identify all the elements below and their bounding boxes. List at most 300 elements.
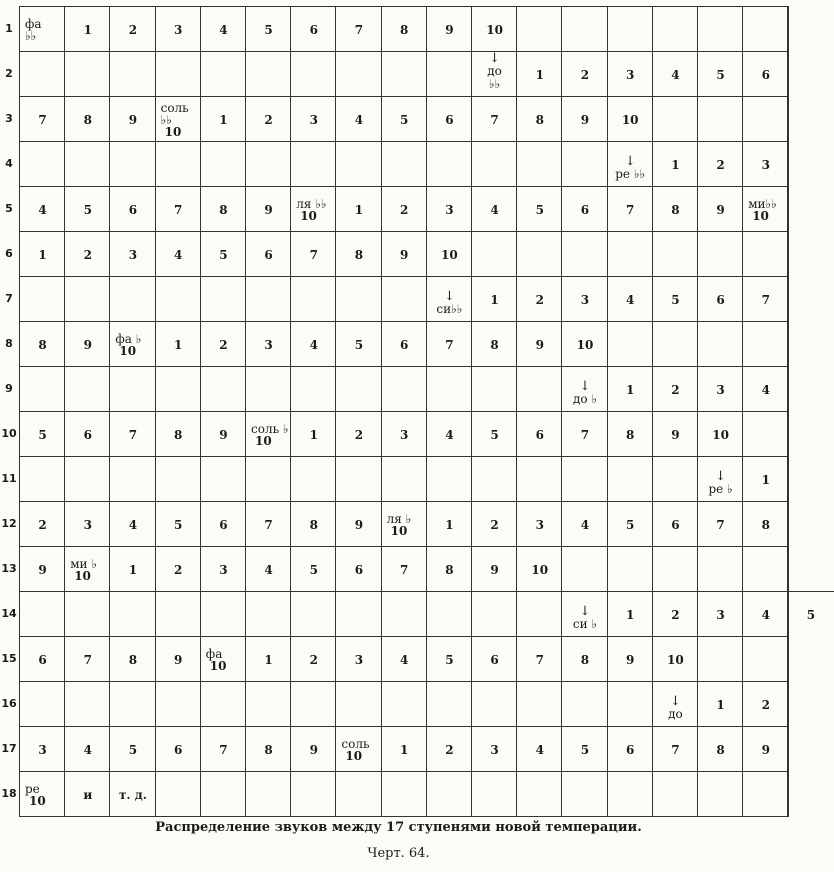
table-cell (245, 681, 291, 727)
table-cell: 2 (697, 141, 743, 187)
table-cell (200, 771, 246, 817)
table-cell: 1 (607, 591, 653, 637)
table-cell (200, 141, 246, 187)
table-cell (607, 456, 653, 502)
note-cell (64, 546, 110, 592)
table-cell (245, 141, 291, 187)
table-cell: и (64, 771, 110, 817)
note-cell (335, 726, 381, 772)
table-cell: 8 (245, 726, 291, 772)
table-cell (19, 366, 65, 412)
table-cell (64, 591, 110, 637)
table-cell: 9 (697, 186, 743, 232)
figure-number: Черт. 64. (367, 846, 430, 861)
table-cell (109, 51, 155, 97)
table-cell: 4 (335, 96, 381, 142)
table-cell (471, 771, 517, 817)
down-arrow-icon: ↓ (489, 51, 501, 66)
table-cell (607, 546, 653, 592)
table-cell: 8 (200, 186, 246, 232)
table-cell (155, 141, 201, 187)
table-cell (155, 276, 201, 322)
table-cell: 9 (607, 636, 653, 682)
table-cell (109, 276, 155, 322)
down-arrow-icon: ↓ (443, 289, 455, 304)
table-cell (697, 231, 743, 277)
table-cell: 7 (109, 411, 155, 457)
table-cell (607, 771, 653, 817)
table-cell (335, 456, 381, 502)
table-cell: 2 (19, 501, 65, 547)
table-cell: 9 (155, 636, 201, 682)
table-cell: 10 (697, 411, 743, 457)
table-cell: 9 (290, 726, 336, 772)
table-cell (19, 51, 65, 97)
step-ten: 10 (752, 208, 769, 223)
table-cell: 3 (335, 636, 381, 682)
table-cell: 10 (561, 321, 607, 367)
table-cell: 3 (200, 546, 246, 592)
note-name: до ♭ (572, 392, 598, 406)
table-cell (290, 591, 336, 637)
table-cell: 4 (742, 591, 788, 637)
note-cell (200, 636, 246, 682)
table-cell: 5 (64, 186, 110, 232)
table-cell (426, 591, 472, 637)
table-cell (290, 681, 336, 727)
target-note-cell (561, 366, 607, 412)
table-cell (245, 456, 291, 502)
table-cell: 1 (290, 411, 336, 457)
table-cell (245, 771, 291, 817)
note-name: соль (341, 736, 370, 751)
target-note-cell (426, 276, 472, 322)
table-cell (290, 51, 336, 97)
note-cell (742, 186, 788, 232)
table-cell: 4 (109, 501, 155, 547)
table-cell: 10 (607, 96, 653, 142)
table-cell: 7 (245, 501, 291, 547)
table-cell: 6 (516, 411, 562, 457)
table-cell: 6 (155, 726, 201, 772)
table-cell: 4 (19, 186, 65, 232)
table-cell (697, 321, 743, 367)
table-cell (652, 321, 698, 367)
table-cell (426, 771, 472, 817)
table-cell: 9 (471, 546, 517, 592)
table-cell: 9 (245, 186, 291, 232)
table-cell: 5 (155, 501, 201, 547)
step-ten: 10 (345, 748, 363, 763)
table-cell: 2 (245, 96, 291, 142)
table-cell (742, 546, 788, 592)
table-cell: 8 (155, 411, 201, 457)
table-cell (64, 456, 110, 502)
table-cell (471, 591, 517, 637)
table-cell: 1 (697, 681, 743, 727)
table-cell: 6 (697, 276, 743, 322)
table-cell: 1 (245, 636, 291, 682)
note-name: фа (25, 16, 42, 31)
table-cell (516, 231, 562, 277)
step-ten: 10 (300, 208, 317, 223)
note-name: соль ♭ (251, 421, 289, 436)
table-cell (471, 231, 517, 277)
table-cell (561, 456, 607, 502)
table-cell (19, 141, 65, 187)
table-cell: 7 (697, 501, 743, 547)
table-cell: 5 (290, 546, 336, 592)
table-cell: 3 (742, 141, 788, 187)
table-cell (561, 231, 607, 277)
table-cell: 5 (426, 636, 472, 682)
table-cell: 9 (19, 546, 65, 592)
table-cell: 7 (200, 726, 246, 772)
table-cell (290, 141, 336, 187)
table-cell (561, 771, 607, 817)
table-cell (697, 546, 743, 592)
table-cell: 8 (381, 6, 427, 52)
down-arrow-icon: ↓ (669, 694, 681, 709)
table-cell (381, 591, 427, 637)
note-name: ля ♭ (386, 511, 412, 526)
table-cell: 9 (381, 231, 427, 277)
table-cell: 6 (652, 501, 698, 547)
table-cell: 6 (335, 546, 381, 592)
table-cell: 4 (245, 546, 291, 592)
table-cell (697, 96, 743, 142)
table-cell: 10 (652, 636, 698, 682)
table-cell (561, 6, 607, 52)
table-cell: 8 (19, 321, 65, 367)
table-cell: 3 (245, 321, 291, 367)
table-cell: 4 (381, 636, 427, 682)
table-cell: 7 (652, 726, 698, 772)
table-cell: 6 (245, 231, 291, 277)
table-cell: 3 (155, 6, 201, 52)
table-cell: 5 (19, 411, 65, 457)
note-cell (245, 411, 291, 457)
table-cell (335, 771, 381, 817)
note-name: соль ♭♭ (160, 100, 189, 127)
step-ten: 10 (255, 433, 272, 448)
table-cell: 8 (652, 186, 698, 232)
table-cell (742, 636, 788, 682)
table-cell: 4 (426, 411, 472, 457)
table-cell (607, 6, 653, 52)
target-note-cell (697, 456, 743, 502)
table-cell: 4 (64, 726, 110, 772)
table-cell (19, 591, 65, 637)
table-cell (381, 681, 427, 727)
table-cell: 8 (64, 96, 110, 142)
table-cell: 7 (742, 276, 788, 322)
table-cell: 8 (561, 636, 607, 682)
accidental: ♭♭ (488, 77, 501, 91)
table-cell: 9 (335, 501, 381, 547)
step-ten: 10 (119, 343, 137, 358)
table-cell (426, 51, 472, 97)
table-cell: 2 (200, 321, 246, 367)
table-cell: 3 (290, 96, 336, 142)
table-cell: 1 (64, 6, 110, 52)
table-cell (109, 456, 155, 502)
row-number: 1 (5, 22, 13, 35)
table-cell: 1 (742, 456, 788, 502)
table-cell: 1 (381, 726, 427, 772)
row-number: 12 (1, 517, 17, 530)
table-cell: 3 (561, 276, 607, 322)
table-cell: 1 (19, 231, 65, 277)
table-cell (64, 141, 110, 187)
note-name: фа ♭ (115, 331, 142, 346)
table-cell (290, 366, 336, 412)
table-cell (516, 366, 562, 412)
note-name: до (487, 64, 502, 78)
table-cell (742, 771, 788, 817)
note-cell (290, 186, 336, 232)
table-cell: 9 (516, 321, 562, 367)
table-cell (381, 51, 427, 97)
table-cell: 7 (19, 96, 65, 142)
table-cell (742, 6, 788, 52)
table-cell (64, 276, 110, 322)
table-cell: 1 (471, 276, 517, 322)
down-arrow-icon: ↓ (579, 604, 591, 619)
table-cell (426, 141, 472, 187)
table-cell: 4 (742, 366, 788, 412)
table-cell: 1 (155, 321, 201, 367)
table-cell (742, 321, 788, 367)
table-cell: 3 (426, 186, 472, 232)
table-cell: 8 (742, 501, 788, 547)
note-name: си ♭ (572, 617, 598, 631)
table-cell: 3 (607, 51, 653, 97)
table-cell (471, 366, 517, 412)
table-cell (607, 321, 653, 367)
note-name: ре (25, 781, 40, 796)
table-cell: 10 (516, 546, 562, 592)
table-cell (19, 276, 65, 322)
table-cell: 2 (561, 51, 607, 97)
row-number: 4 (5, 157, 13, 170)
target-note-cell (561, 591, 607, 637)
note-name: ми♭♭ (748, 196, 777, 211)
table-cell: 2 (516, 276, 562, 322)
table-cell (381, 276, 427, 322)
step-ten: 10 (164, 124, 182, 139)
table-cell: 1 (335, 186, 381, 232)
row-number: 5 (5, 202, 13, 215)
down-arrow-icon: ↓ (624, 154, 636, 169)
note-name: ре ♭ (708, 482, 733, 496)
table-cell: 9 (109, 96, 155, 142)
table-cell: 4 (607, 276, 653, 322)
table-cell: 6 (19, 636, 65, 682)
table-cell: 8 (335, 231, 381, 277)
table-cell: 5 (697, 51, 743, 97)
table-cell: 6 (381, 321, 427, 367)
table-cell: 8 (516, 96, 562, 142)
table-caption: Распределение звуков между 17 ступенями новой темперации. (155, 820, 642, 835)
table-cell: 8 (697, 726, 743, 772)
table-cell: 7 (290, 231, 336, 277)
table-cell: 4 (516, 726, 562, 772)
table-cell: 10 (426, 231, 472, 277)
table-cell (697, 771, 743, 817)
table-cell: 4 (652, 51, 698, 97)
table-cell (245, 591, 291, 637)
table-cell: 2 (426, 726, 472, 772)
table-cell (64, 51, 110, 97)
table-cell (290, 276, 336, 322)
note-name: фа (205, 646, 223, 661)
table-bottom-border (19, 816, 789, 817)
table-cell: 1 (426, 501, 472, 547)
table-cell: 7 (155, 186, 201, 232)
table-cell: 7 (64, 636, 110, 682)
table-cell (742, 411, 788, 457)
table-cell: 5 (787, 591, 833, 637)
table-cell (381, 771, 427, 817)
down-arrow-icon: ↓ (715, 469, 727, 484)
table-cell: 6 (471, 636, 517, 682)
table-cell (200, 456, 246, 502)
note-cell (381, 501, 427, 547)
table-cell: 9 (200, 411, 246, 457)
table-cell (335, 591, 381, 637)
table-cell: 5 (381, 96, 427, 142)
table-cell (200, 276, 246, 322)
step-ten: 10 (390, 523, 408, 538)
down-arrow-icon: ↓ (579, 379, 591, 394)
table-cell: 4 (561, 501, 607, 547)
table-cell (290, 456, 336, 502)
table-cell: 8 (607, 411, 653, 457)
row-number: 7 (5, 292, 13, 305)
table-cell (471, 681, 517, 727)
table-cell (561, 141, 607, 187)
table-cell (200, 366, 246, 412)
table-cell (516, 771, 562, 817)
table-cell (335, 51, 381, 97)
note-name: си♭♭ (436, 302, 463, 316)
table-cell: 9 (742, 726, 788, 772)
row-number: 13 (1, 562, 17, 575)
table-cell: 10 (471, 6, 517, 52)
table-cell (245, 276, 291, 322)
table-cell: 4 (471, 186, 517, 232)
table-cell (109, 591, 155, 637)
table-cell (155, 456, 201, 502)
row-number: 2 (5, 67, 13, 80)
table-cell: 4 (290, 321, 336, 367)
table-cell: 5 (109, 726, 155, 772)
table-cell: 1 (109, 546, 155, 592)
target-note-cell (471, 51, 517, 97)
table-cell: 3 (471, 726, 517, 772)
note-name: ми ♭ (70, 556, 97, 571)
row-number: 15 (1, 652, 17, 665)
table-cell (200, 591, 246, 637)
table-cell: 5 (561, 726, 607, 772)
table-cell (245, 51, 291, 97)
table-cell (607, 681, 653, 727)
table-cell (652, 231, 698, 277)
table-cell: 7 (471, 96, 517, 142)
table-cell: 2 (335, 411, 381, 457)
table-cell (471, 141, 517, 187)
table-cell: 6 (200, 501, 246, 547)
table-cell: 2 (290, 636, 336, 682)
table-cell (290, 771, 336, 817)
table-cell: 3 (109, 231, 155, 277)
accidental: ♭♭ (25, 28, 37, 43)
table-cell (155, 681, 201, 727)
table-cell (561, 546, 607, 592)
table-cell (652, 96, 698, 142)
table-cell (200, 681, 246, 727)
table-cell: 9 (561, 96, 607, 142)
table-cell: 6 (742, 51, 788, 97)
table-cell: 3 (516, 501, 562, 547)
table-cell (426, 681, 472, 727)
table-cell (516, 681, 562, 727)
table-cell (652, 546, 698, 592)
row-number: 3 (5, 112, 13, 125)
step-ten: 10 (29, 793, 46, 808)
row-number: 6 (5, 247, 13, 260)
table-cell (652, 6, 698, 52)
table-cell (335, 141, 381, 187)
note-name: ре ♭♭ (615, 167, 646, 181)
table-cell: 9 (652, 411, 698, 457)
table-cell (200, 51, 246, 97)
table-cell: 3 (381, 411, 427, 457)
table-cell: 2 (742, 681, 788, 727)
table-cell (381, 456, 427, 502)
table-cell (19, 681, 65, 727)
row-number: 17 (1, 742, 17, 755)
table-cell: 1 (652, 141, 698, 187)
table-cell: 7 (335, 6, 381, 52)
table-cell (109, 366, 155, 412)
table-cell: 6 (426, 96, 472, 142)
table-cell: 7 (516, 636, 562, 682)
table-cell: 2 (652, 591, 698, 637)
target-note-cell (652, 681, 698, 727)
table-cell (697, 6, 743, 52)
note-name: до (668, 707, 683, 721)
table-cell (335, 366, 381, 412)
table-right-border (787, 6, 788, 816)
table-cell: 9 (426, 6, 472, 52)
table-cell: 8 (290, 501, 336, 547)
table-cell: 3 (19, 726, 65, 772)
table-cell: 2 (471, 501, 517, 547)
table-cell: 8 (471, 321, 517, 367)
table-cell: 5 (516, 186, 562, 232)
table-cell: 8 (109, 636, 155, 682)
table-cell: т. д. (109, 771, 155, 817)
table-cell (155, 366, 201, 412)
table-cell (652, 456, 698, 502)
table-cell (516, 591, 562, 637)
table-cell: 5 (607, 501, 653, 547)
table-cell (561, 681, 607, 727)
table-cell: 7 (607, 186, 653, 232)
table-cell (155, 591, 201, 637)
